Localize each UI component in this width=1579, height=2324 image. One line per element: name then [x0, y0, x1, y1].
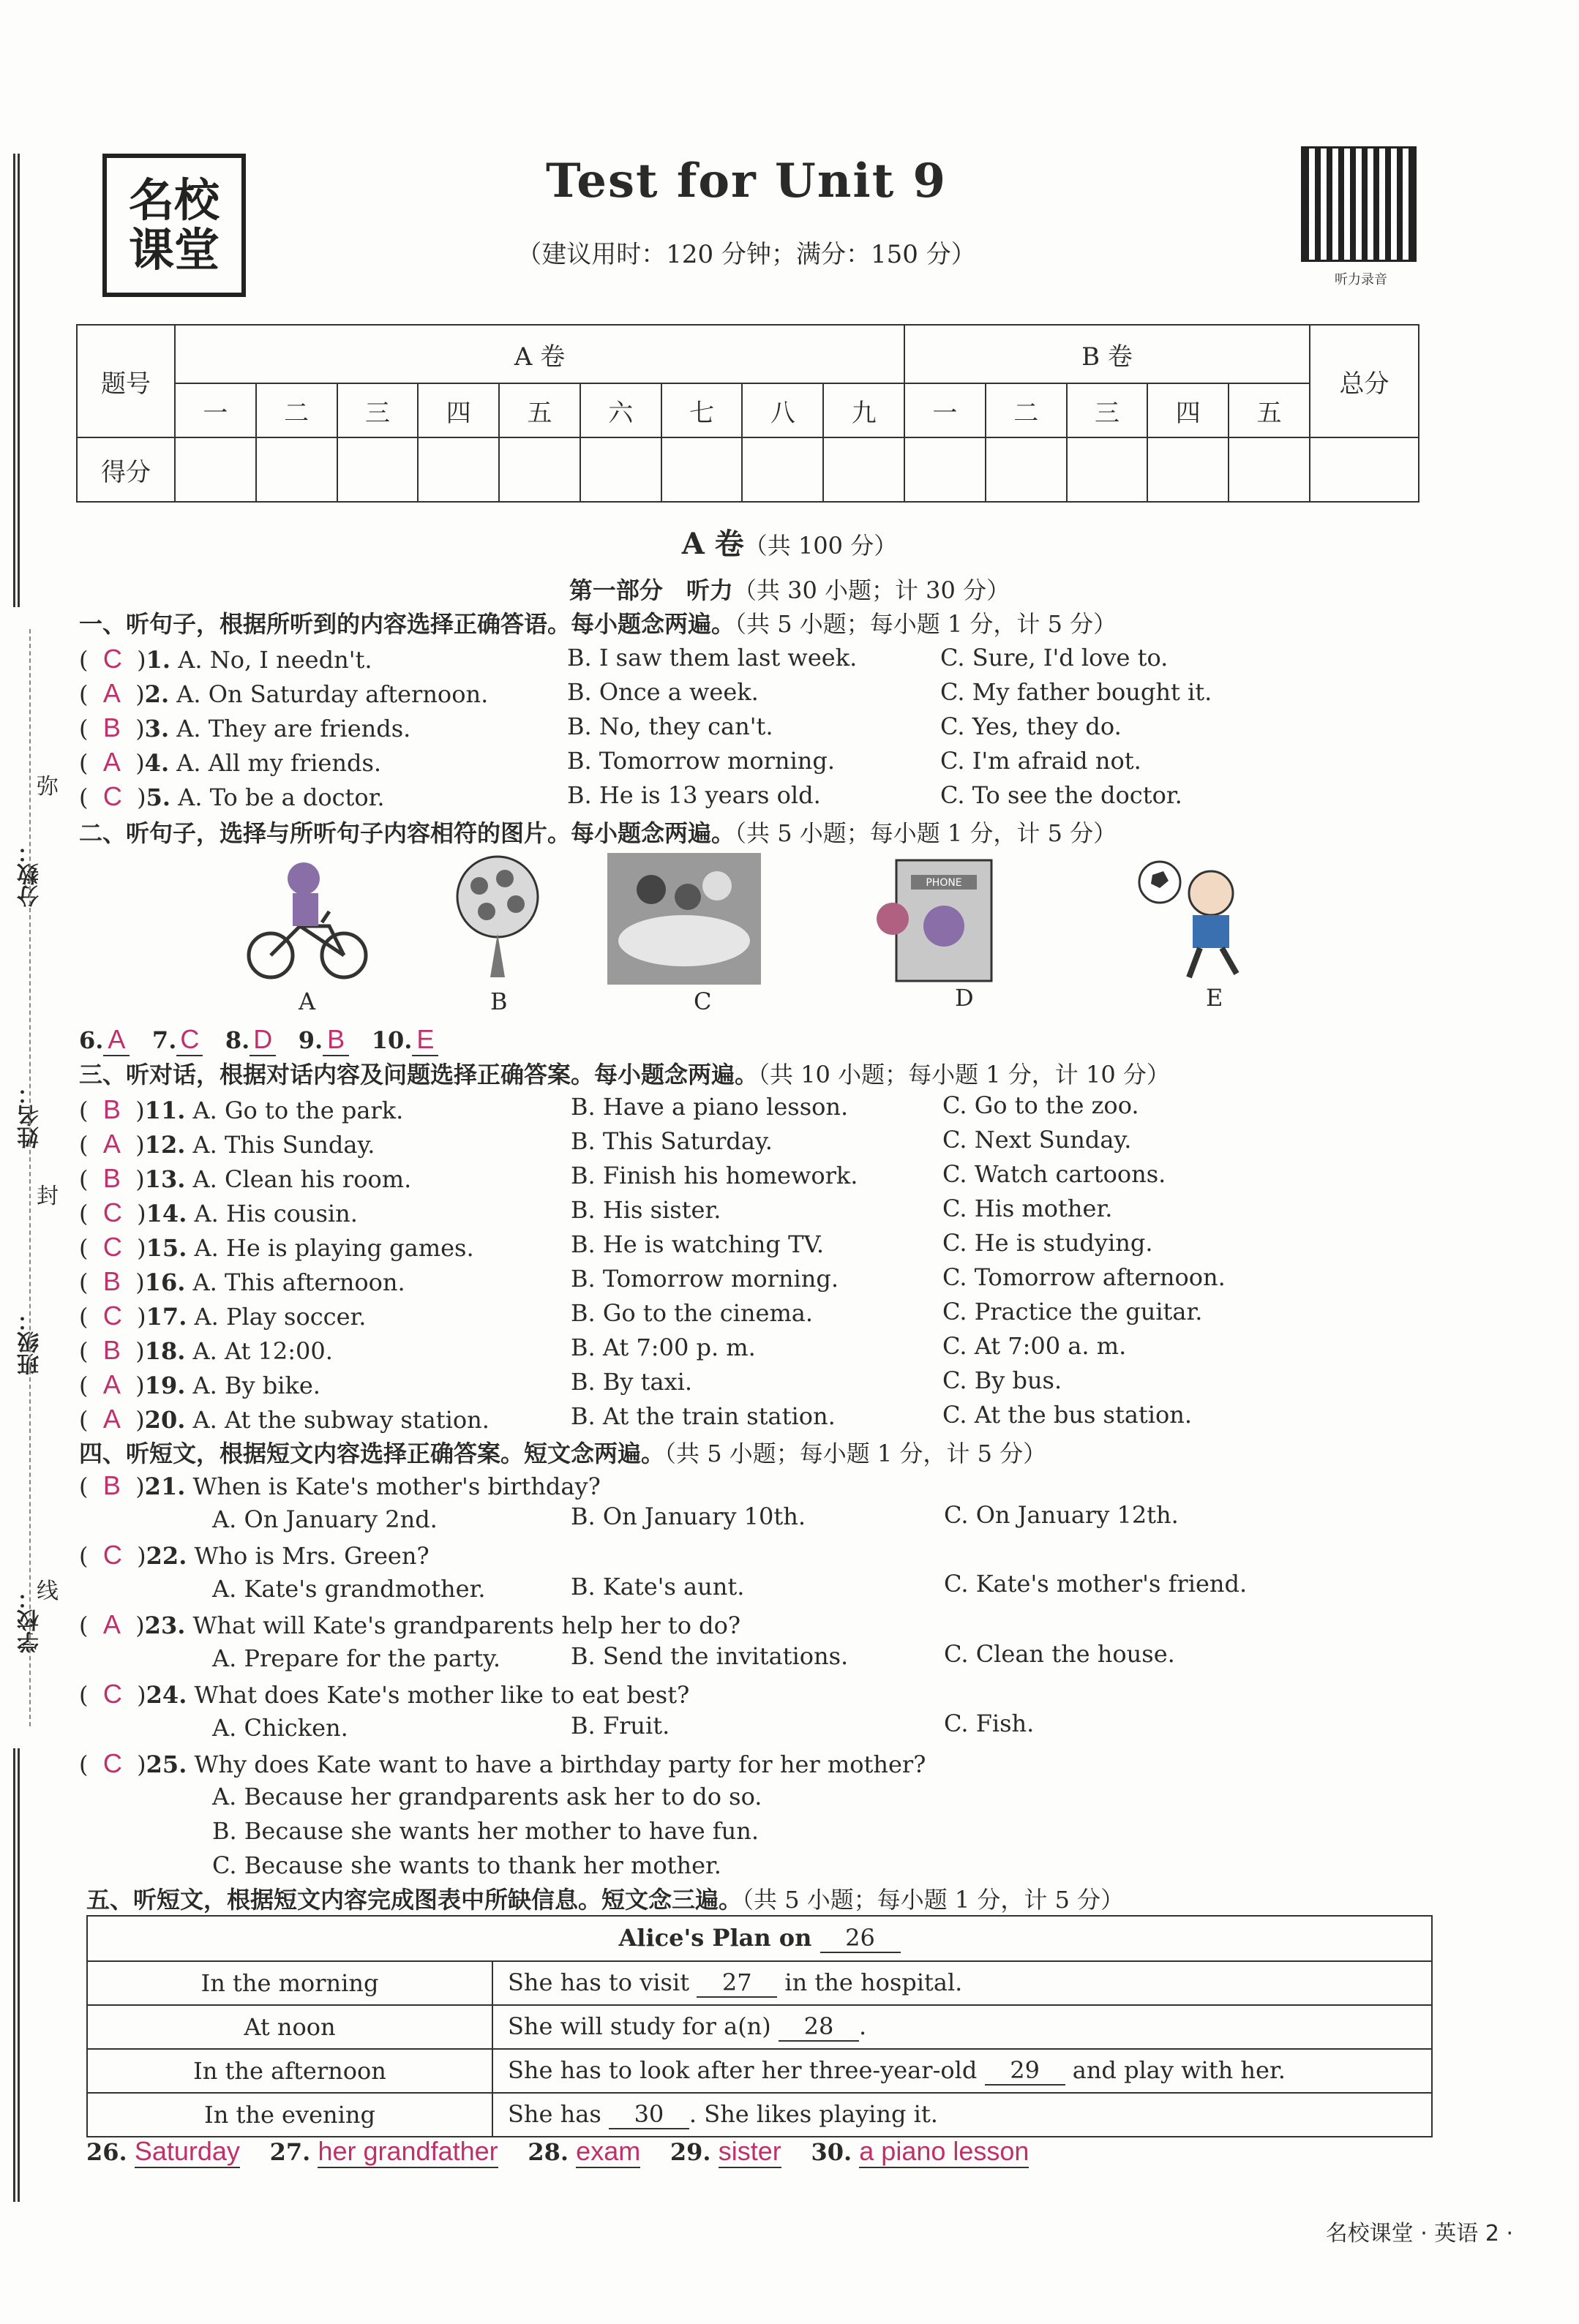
option-b: B. Kate's aunt. — [571, 1573, 745, 1601]
question-text: Who is Mrs. Green? — [194, 1542, 430, 1570]
sec5-answers — [86, 2136, 1029, 2168]
option-a: A. At 12:00. — [192, 1337, 333, 1365]
total-label: 总分 — [1310, 325, 1419, 437]
side-seal-char: 封 — [37, 1184, 59, 1209]
plan-detail — [492, 2005, 1432, 2049]
option-c: C. My father bought it. — [940, 678, 1212, 706]
a-col: 一 — [175, 383, 256, 437]
option-c: C. On January 12th. — [944, 1501, 1179, 1529]
binding-rule — [13, 1748, 20, 2202]
q-num: 16. — [144, 1268, 186, 1296]
answer-mark: D — [250, 1024, 276, 1056]
option-c: C. Kate's mother's friend. — [944, 1570, 1248, 1598]
sec4-note: （共 5 小题；每小题 1 分，计 5 分） — [664, 1440, 1047, 1467]
question-row: ( C )1. A. No, I needn't. — [79, 644, 372, 674]
a-col: 三 — [337, 383, 419, 437]
sec2-note: （共 5 小题；每小题 1 分，计 5 分） — [735, 819, 1117, 847]
q-num: 5. — [146, 783, 171, 811]
answer-mark: C — [102, 1748, 122, 1778]
side-dashed-line — [29, 629, 31, 1726]
option-b: B. Finish his homework. — [571, 1162, 858, 1189]
qr-label: 听力录音 — [1335, 272, 1387, 287]
answer-mark: a piano lesson — [859, 2136, 1029, 2168]
q-num: 10. — [371, 1026, 413, 1054]
option-b: B. Once a week. — [567, 678, 759, 706]
answer-mark: C — [102, 644, 122, 674]
plan-pre: She has — [508, 2100, 601, 2128]
question-text: When is Kate's mother's birthday? — [192, 1473, 601, 1500]
row-label: 题号 — [77, 325, 175, 437]
question-row: ( C )22. Who is Mrs. Green? — [79, 1540, 430, 1570]
option-c: C. Because she wants to thank her mother. — [212, 1851, 721, 1879]
b-col: 五 — [1229, 383, 1310, 437]
answer-mark: B — [102, 1163, 121, 1193]
answer-mark: B — [102, 1335, 121, 1365]
q-num: 15. — [146, 1234, 187, 1262]
bicycle-girl-picture — [241, 853, 373, 985]
sec2-title: 二、听句子，选择与所听句子内容相符的图片。每小题念两遍。 — [79, 819, 735, 847]
score-cell[interactable] — [1229, 437, 1310, 502]
option-a: A. This Sunday. — [192, 1131, 375, 1159]
q-num: 18. — [144, 1337, 186, 1365]
option-b: B. Tomorrow morning. — [571, 1265, 839, 1293]
score-cell[interactable] — [337, 437, 419, 502]
q-num: 3. — [144, 715, 170, 742]
question-text: What does Kate's mother like to eat best? — [194, 1681, 690, 1709]
answer-mark: B — [102, 712, 121, 742]
question-row: ( C )5. A. To be a doctor. — [79, 781, 385, 811]
page-title: Test for Unit 9 — [545, 154, 948, 208]
option-b: B. No, they can't. — [567, 712, 773, 740]
a-col: 八 — [742, 383, 823, 437]
sec1-title: 一、听句子，根据所听到的内容选择正确答语。每小题念两遍。 — [79, 610, 735, 638]
score-cell[interactable] — [175, 437, 256, 502]
plan-time: In the evening — [87, 2093, 492, 2137]
a-col: 二 — [256, 383, 337, 437]
plan-detail — [492, 1961, 1432, 2005]
score-cell[interactable] — [823, 437, 904, 502]
option-b: B. His sister. — [571, 1196, 721, 1224]
q-num: 11. — [144, 1097, 186, 1124]
option-b: B. Because she wants her mother to have fun. — [212, 1817, 760, 1845]
option-a: A. At the subway station. — [192, 1406, 490, 1434]
answer-mark: A — [102, 1609, 121, 1639]
boy-soccer-picture — [1130, 853, 1262, 985]
question-row: ( B )21. When is Kate's mother's birthday? — [79, 1470, 601, 1500]
side-seal-char: 弥 — [37, 774, 59, 800]
option-c: C. His mother. — [942, 1195, 1113, 1222]
b-paper-label: B 卷 — [904, 325, 1310, 383]
answer-mark: sister — [719, 2136, 781, 2168]
score-cell[interactable] — [1147, 437, 1229, 502]
option-c: C. Yes, they do. — [940, 712, 1122, 740]
option-c: C. At 7:00 a. m. — [942, 1332, 1127, 1360]
q-num: 12. — [144, 1131, 186, 1159]
option-b: B. This Saturday. — [571, 1127, 773, 1155]
plan-title-row — [87, 1916, 1432, 1961]
question-row: ( B )16. A. This afternoon. — [79, 1266, 405, 1296]
sec2-heading — [79, 815, 1117, 849]
plan-blank: 26 — [820, 1924, 901, 1953]
plan-blank: 28 — [779, 2012, 859, 2042]
option-a: A. His cousin. — [194, 1200, 358, 1227]
answer-mark: B — [102, 1470, 121, 1500]
option-a: A. Prepare for the party. — [212, 1644, 501, 1672]
plan-pre: She will study for a(n) — [508, 2012, 771, 2040]
answer-mark: A — [102, 1129, 121, 1159]
option-b: B. He is 13 years old. — [567, 781, 821, 809]
q-num: 8. — [225, 1026, 250, 1054]
question-row: ( C )15. A. He is playing games. — [79, 1232, 474, 1262]
a-col: 九 — [823, 383, 904, 437]
option-a: A. They are friends. — [176, 715, 411, 742]
question-row: ( C )25. Why does Kate want to have a birthday party for her mother? — [79, 1748, 926, 1778]
pic-label: C — [694, 988, 712, 1015]
q-num: 19. — [144, 1372, 186, 1399]
sec5-note: （共 5 小题；每小题 1 分，计 5 分） — [742, 1886, 1125, 1914]
b-col: 三 — [1067, 383, 1148, 437]
sec3-note: （共 10 小题；每小题 1 分，计 10 分） — [758, 1061, 1170, 1088]
plan-time: In the afternoon — [87, 2049, 492, 2093]
answer-mark: A — [102, 1404, 121, 1434]
option-b: B. At 7:00 p. m. — [571, 1334, 756, 1361]
q-num: 25. — [146, 1750, 187, 1778]
side-seal-char: 线 — [37, 1579, 59, 1604]
phone-sign-text: PHONE — [926, 877, 962, 889]
answer-mark: A — [103, 1024, 130, 1056]
q-num: 21. — [144, 1473, 186, 1500]
question-text: Why does Kate want to have a birthday party for her mother? — [194, 1750, 926, 1778]
q-num: 29. — [670, 2138, 711, 2166]
question-row: ( C )14. A. His cousin. — [79, 1197, 358, 1227]
plan-detail — [492, 2049, 1432, 2093]
side-name-label: 姓名： — [18, 1083, 43, 1148]
plan-time: At noon — [87, 2005, 492, 2049]
score-cell[interactable] — [986, 437, 1067, 502]
score-cell[interactable] — [580, 437, 661, 502]
side-school-label: 学校： — [18, 1587, 43, 1653]
answer-mark: C — [102, 781, 122, 811]
q-num: 13. — [144, 1165, 186, 1193]
plan-blank: 29 — [985, 2056, 1065, 2086]
option-c: C. Go to the zoo. — [942, 1091, 1139, 1119]
flower-bouquet-picture — [432, 853, 563, 985]
score-cell[interactable] — [1067, 437, 1148, 502]
score-cell[interactable] — [418, 437, 499, 502]
option-c: C. Fish. — [944, 1710, 1035, 1737]
score-label: 得分 — [77, 437, 175, 502]
question-row: ( C )24. What does Kate's mother like to eat best? — [79, 1679, 690, 1709]
answer-mark: C — [176, 1024, 203, 1056]
answer-mark: C — [102, 1301, 122, 1331]
logo-line-2: 课堂 — [128, 223, 220, 277]
option-a: A. He is playing games. — [194, 1234, 474, 1262]
paper-a-note: （共 100 分） — [743, 532, 898, 560]
option-b: B. He is watching TV. — [571, 1230, 825, 1258]
qr-code-icon[interactable] — [1301, 146, 1417, 262]
option-c: C. I'm afraid not. — [940, 747, 1141, 775]
q-num: 27. — [269, 2138, 311, 2166]
q-num: 1. — [146, 646, 171, 674]
answer-mark: B — [323, 1024, 349, 1056]
option-c: C. At the bus station. — [942, 1401, 1193, 1429]
option-a: A. All my friends. — [176, 749, 382, 777]
score-cell[interactable] — [256, 437, 337, 502]
plan-title: Alice's Plan on — [618, 1924, 812, 1952]
option-c: C. Practice the guitar. — [942, 1298, 1203, 1325]
part1-title: 第一部分 听力 — [569, 576, 733, 604]
part1-note: （共 30 小题；计 30 分） — [732, 576, 1010, 604]
a-col: 四 — [418, 383, 499, 437]
answer-mark: A — [102, 1369, 121, 1399]
q-num: 6. — [79, 1026, 104, 1054]
pic-label: B — [490, 988, 508, 1015]
option-b: B. By taxi. — [571, 1368, 693, 1396]
sec2-answers — [79, 1024, 438, 1056]
q-num: 24. — [146, 1681, 187, 1709]
option-b: B. Have a piano lesson. — [571, 1093, 849, 1121]
option-c: C. By bus. — [942, 1366, 1062, 1394]
answer-mark: B — [102, 1094, 121, 1124]
option-a: A. Because her grandparents ask her to do so. — [212, 1783, 762, 1810]
option-a: A. Chicken. — [212, 1714, 348, 1742]
side-class-label: 班级： — [18, 1309, 43, 1375]
score-cell[interactable] — [1310, 437, 1419, 502]
answer-mark: C — [102, 1197, 122, 1227]
answer-mark: C — [102, 1679, 122, 1709]
question-row: ( B )11. A. Go to the park. — [79, 1094, 404, 1124]
plan-post: . — [858, 2012, 867, 2040]
option-b: B. I saw them last week. — [567, 644, 858, 672]
q-num: 28. — [528, 2138, 569, 2166]
answer-mark: A — [102, 747, 121, 777]
score-cell[interactable] — [742, 437, 823, 502]
question-row: ( B )13. A. Clean his room. — [79, 1163, 412, 1193]
plan-pre: She has to visit — [508, 1968, 690, 1996]
q-num: 23. — [144, 1612, 186, 1639]
answer-mark: B — [102, 1266, 121, 1296]
q-num: 30. — [811, 2138, 852, 2166]
option-a: A. Play soccer. — [194, 1303, 367, 1331]
sec4-title: 四、听短文，根据短文内容选择正确答案。短文念两遍。 — [79, 1440, 665, 1467]
pic-label: A — [299, 988, 316, 1015]
b-col: 四 — [1147, 383, 1229, 437]
question-row: ( A )20. A. At the subway station. — [79, 1404, 490, 1434]
score-cell[interactable] — [904, 437, 986, 502]
option-a: A. To be a doctor. — [178, 783, 385, 811]
q-num: 17. — [146, 1303, 187, 1331]
sec5-title: 五、听短文，根据短文内容完成图表中所缺信息。短文念三遍。 — [86, 1886, 743, 1914]
answer-mark: her grandfather — [318, 2136, 498, 2168]
sec3-title: 三、听对话，根据对话内容及问题选择正确答案。每小题念两遍。 — [79, 1061, 759, 1088]
plan-blank: 27 — [697, 1968, 777, 1998]
score-cell[interactable] — [499, 437, 580, 502]
plan-post: and play with her. — [1072, 2056, 1286, 2084]
part1-heading — [0, 572, 1579, 606]
q-num: 26. — [86, 2138, 127, 2166]
question-row: ( C )17. A. Play soccer. — [79, 1301, 367, 1331]
option-b: B. Send the invitations. — [571, 1642, 849, 1670]
option-a: A. On January 2nd. — [212, 1505, 438, 1533]
plan-time: In the morning — [87, 1961, 492, 2005]
side-score-label: 分数： — [18, 841, 43, 907]
option-a: A. No, I needn't. — [178, 646, 372, 674]
q-num: 2. — [144, 680, 170, 708]
page-footer: 名校课堂 · 英语 2 · — [1325, 2221, 1513, 2246]
option-a: A. Clean his room. — [192, 1165, 412, 1193]
b-col: 一 — [904, 383, 986, 437]
option-b: B. On January 10th. — [571, 1503, 806, 1530]
phone-booth-picture — [874, 853, 1006, 985]
a-paper-label: A 卷 — [175, 325, 904, 383]
q-num: 22. — [146, 1542, 187, 1570]
option-a: A. By bike. — [192, 1372, 320, 1399]
question-row: ( A )23. What will Kate's grandparents help her to do? — [79, 1609, 741, 1639]
sec1-heading — [79, 606, 1117, 639]
option-a: A. Kate's grandmother. — [212, 1575, 486, 1603]
question-row: ( B )3. A. They are friends. — [79, 712, 411, 742]
option-c: C. To see the doctor. — [940, 781, 1182, 809]
option-b: B. Tomorrow morning. — [567, 747, 836, 775]
answer-mark: E — [412, 1024, 438, 1056]
option-b: B. Fruit. — [571, 1712, 670, 1740]
logo-line-1: 名校 — [128, 173, 220, 227]
answer-mark: exam — [576, 2136, 640, 2168]
q-num: 7. — [151, 1026, 177, 1054]
plan-pre: She has to look after her three-year-old — [508, 2056, 978, 2084]
family-dinner-picture — [607, 853, 761, 985]
b-col: 二 — [986, 383, 1067, 437]
plan-post: . She likes playing it. — [689, 2100, 938, 2128]
option-c: C. Sure, I'd love to. — [940, 644, 1169, 672]
page-subtitle: （建议用时：120 分钟；满分：150 分） — [517, 240, 976, 269]
question-row: ( A )4. A. All my friends. — [79, 747, 382, 777]
score-table — [76, 324, 1419, 503]
option-a: A. This afternoon. — [192, 1268, 405, 1296]
plan-blank: 30 — [609, 2100, 689, 2129]
sec3-heading — [79, 1056, 1170, 1090]
sec1-note: （共 5 小题；每小题 1 分，计 5 分） — [735, 610, 1117, 638]
paper-a-heading — [0, 521, 1579, 563]
question-text: What will Kate's grandparents help her to do? — [192, 1612, 741, 1639]
a-col: 五 — [499, 383, 580, 437]
option-c: C. Clean the house. — [944, 1640, 1175, 1668]
question-row: ( A )19. A. By bike. — [79, 1369, 320, 1399]
question-row: ( A )12. A. This Sunday. — [79, 1129, 375, 1159]
sec4-heading — [79, 1435, 1046, 1469]
option-c: C. Next Sunday. — [942, 1126, 1132, 1154]
q-num: 4. — [144, 749, 170, 777]
score-cell[interactable] — [661, 437, 743, 502]
q-num: 20. — [144, 1406, 186, 1434]
option-c: C. Watch cartoons. — [942, 1160, 1166, 1188]
option-b: B. At the train station. — [571, 1402, 836, 1430]
answer-mark: A — [102, 678, 121, 708]
sec5-heading — [86, 1881, 1124, 1915]
paper-a-title: A 卷 — [681, 527, 744, 561]
option-c: C. Tomorrow afternoon. — [942, 1263, 1226, 1291]
question-row: ( B )18. A. At 12:00. — [79, 1335, 333, 1365]
plan-table — [86, 1915, 1433, 2137]
plan-post: in the hospital. — [784, 1968, 963, 1996]
pic-label: D — [955, 984, 974, 1012]
pic-label: E — [1206, 984, 1223, 1012]
option-b: B. Go to the cinema. — [571, 1299, 814, 1327]
q-num: 14. — [146, 1200, 187, 1227]
answer-mark: C — [102, 1232, 122, 1262]
question-row: ( A )2. A. On Saturday afternoon. — [79, 678, 489, 708]
option-a: A. On Saturday afternoon. — [176, 680, 489, 708]
answer-mark: C — [102, 1540, 122, 1570]
option-c: C. He is studying. — [942, 1229, 1153, 1257]
q-num: 9. — [298, 1026, 323, 1054]
a-col: 七 — [661, 383, 743, 437]
plan-detail — [492, 2093, 1432, 2137]
a-col: 六 — [580, 383, 661, 437]
option-a: A. Go to the park. — [192, 1097, 404, 1124]
brand-logo — [102, 154, 246, 297]
answer-mark: Saturday — [135, 2136, 240, 2168]
